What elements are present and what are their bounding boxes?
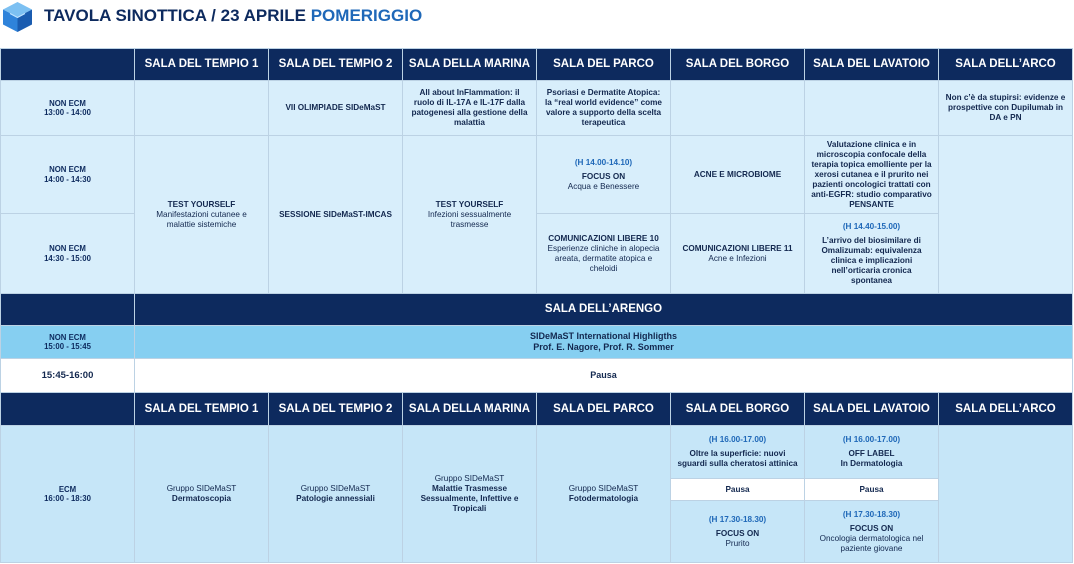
time-slot	[1, 326, 134, 358]
header-corner	[1, 49, 134, 80]
session-subtitle: Oncologia dermatologica nel paziente giovane	[819, 533, 924, 553]
room-header-lavatoio: SALA DEL LAVATOIO	[805, 393, 938, 425]
session-title: Oltre la superficie: nuovi sguardi sulla cheratosi attinica	[677, 449, 798, 468]
empty-session-cell	[939, 136, 1072, 293]
empty-session-cell	[805, 81, 938, 135]
session-time: (H 14.40-15.00)	[842, 221, 901, 231]
room-header-arco: SALA DELL’ARCO	[939, 393, 1072, 425]
session-title: SIDeMaST International Highligths	[529, 331, 677, 341]
session-subtitle: Manifestazioni cutanee e malattie sistemiche	[156, 209, 247, 229]
cube-logo-icon	[1, 1, 34, 33]
time-slot-range: 15:00 - 15:45	[44, 342, 91, 351]
session-subtitle: Acqua e Benessere	[567, 181, 640, 191]
room-header-arco: SALA DELL’ARCO	[939, 49, 1072, 80]
title-period: POMERIGGIO	[310, 6, 423, 25]
session-cell	[671, 214, 804, 293]
break-cell	[805, 479, 938, 500]
session-cell	[671, 501, 804, 562]
session-cell	[537, 136, 670, 213]
time-slot-range: 13:00 - 14:00	[44, 108, 91, 117]
session-title: Non c’è da stupirsi: evidenze e prospettive con Dupilumab in DA e PN	[945, 93, 1066, 122]
session-group: Gruppo SIDeMaST	[434, 474, 505, 483]
room-header-lavatoio: SALA DEL LAVATOIO	[805, 49, 938, 80]
time-slot-type: NON ECM	[49, 165, 86, 174]
title-main: TAVOLA SINOTTICA	[44, 6, 207, 25]
time-slot-type: NON ECM	[49, 332, 86, 342]
room-header-tempio-2: SALA DEL TEMPIO 2	[269, 393, 402, 425]
session-time: (H 14.00-14.10)	[574, 157, 633, 167]
session-cell	[269, 426, 402, 562]
break-cell	[135, 359, 1072, 392]
room-header-marina: SALA DELLA MARINA	[403, 393, 536, 425]
session-cell	[805, 136, 938, 213]
time-slot-range: 14:00 - 14:30	[44, 174, 91, 184]
session-subtitle: Acne e Infezioni	[708, 253, 767, 263]
session-cell	[403, 81, 536, 135]
title-separator: /	[211, 6, 216, 25]
plenary-session-cell	[135, 326, 1072, 358]
room-header-borgo: SALA DEL BORGO	[671, 49, 804, 80]
room-header-tempio-2: SALA DEL TEMPIO 2	[269, 49, 402, 80]
time-slot	[1, 81, 134, 135]
session-title: OFF LABEL	[848, 449, 895, 458]
session-title: All about InFlammation: il ruolo di IL-17A e IL-17F dalla patogenesi alla gestione della malattia	[411, 88, 528, 127]
session-subtitle: Prurito	[725, 538, 750, 548]
time-slot-type: NON ECM	[49, 244, 86, 253]
time-slot	[1, 136, 134, 213]
session-group: Gruppo SIDeMaST	[300, 484, 371, 493]
time-slot-range: 15:45-16:00	[41, 369, 94, 381]
time-slot	[1, 426, 134, 562]
empty-session-cell	[939, 426, 1072, 562]
session-cell	[135, 136, 268, 293]
session-cell	[805, 501, 938, 562]
session-cell	[805, 214, 938, 293]
break-label: Pausa	[590, 370, 617, 380]
header-corner	[1, 294, 134, 325]
session-title: VII OLIMPIADE SIDeMaST	[285, 103, 386, 112]
session-title: TEST YOURSELF	[435, 199, 504, 209]
session-title: Patologie annessiali	[296, 494, 375, 503]
room-header-parco: SALA DEL PARCO	[537, 49, 670, 80]
session-title: ACNE E MICROBIOME	[693, 169, 782, 179]
room-header-tempio-1: SALA DEL TEMPIO 1	[135, 49, 268, 80]
schedule-grid	[0, 48, 1073, 563]
session-time: (H 16.00-17.00)	[708, 435, 767, 444]
time-slot	[1, 214, 134, 293]
time-slot-range: 16:00 - 18:30	[44, 494, 91, 503]
page-title	[44, 6, 422, 26]
room-header-marina: SALA DELLA MARINA	[403, 49, 536, 80]
session-time: (H 17.30-18.30)	[708, 514, 767, 524]
break-cell	[671, 479, 804, 500]
session-cell	[805, 426, 938, 478]
session-cell	[537, 214, 670, 293]
session-time: (H 17.30-18.30)	[842, 509, 901, 519]
session-title: TEST YOURSELF	[167, 199, 236, 209]
room-header-arengo: SALA DELL’ARENGO	[135, 294, 1072, 325]
session-group: Gruppo SIDeMaST	[568, 484, 639, 493]
session-cell	[269, 81, 402, 135]
session-time: (H 16.00-17.00)	[842, 435, 901, 444]
session-title: COMUNICAZIONI LIBERE 11	[682, 243, 793, 253]
room-header-borgo: SALA DEL BORGO	[671, 393, 804, 425]
session-cell	[135, 426, 268, 562]
room-header-tempio-1: SALA DEL TEMPIO 1	[135, 393, 268, 425]
session-title: Malattie Trasmesse Sessualmente, Infettive e Tropicali	[420, 484, 519, 513]
session-cell	[537, 81, 670, 135]
session-cell	[939, 81, 1072, 135]
empty-session-cell	[135, 81, 268, 135]
session-title: SESSIONE SIDeMaST-IMCAS	[279, 209, 392, 219]
session-title: FOCUS ON	[849, 523, 894, 533]
session-cell	[403, 136, 536, 293]
session-cell	[671, 426, 804, 478]
room-header-parco: SALA DEL PARCO	[537, 393, 670, 425]
session-title: L’arrivo del biosimilare di Omalizumab: equivalenza clinica e implicazioni nell’orticaria cronica spontanea	[821, 235, 922, 285]
session-title: Dermatoscopia	[171, 494, 232, 503]
session-title: FOCUS ON	[715, 528, 760, 538]
session-cell	[269, 136, 402, 293]
header-corner	[1, 393, 134, 425]
session-cell	[537, 426, 670, 562]
session-cell	[671, 136, 804, 213]
time-slot-range: 14:30 - 15:00	[44, 253, 91, 263]
session-title: COMUNICAZIONI LIBERE 10	[548, 233, 659, 243]
session-subtitle: Esperienze cliniche in alopecia areata, dermatite atopica e cheloidi	[547, 243, 660, 273]
session-subtitle: Infezioni sessualmente trasmesse	[427, 209, 512, 229]
session-title: Psoriasi e Dermatite Atopica: la “real world evidence” come valore a supporto della scelta terapeutica	[545, 88, 662, 127]
empty-session-cell	[671, 81, 804, 135]
time-slot	[1, 359, 134, 392]
time-slot-type: ECM	[58, 484, 77, 494]
session-title: FOCUS ON	[581, 171, 626, 181]
session-title: Valutazione clinica e in microscopia confocale della terapia topica emolliente per la xerosi cutanea e il prurito nei pazienti oncologici trattati con anti-EGFR: studio comparativo PENSANTE	[811, 139, 932, 209]
break-label: Pausa	[725, 484, 750, 494]
session-subtitle: In Dermatologia	[840, 459, 903, 468]
title-date: 23 APRILE	[220, 6, 306, 25]
session-group: Gruppo SIDeMaST	[166, 484, 237, 493]
session-speakers: Prof. E. Nagore, Prof. R. Sommer	[533, 342, 674, 352]
session-cell	[403, 426, 536, 562]
break-label: Pausa	[859, 484, 884, 494]
time-slot-type: NON ECM	[49, 98, 86, 108]
session-title: Fotodermatologia	[568, 494, 639, 503]
